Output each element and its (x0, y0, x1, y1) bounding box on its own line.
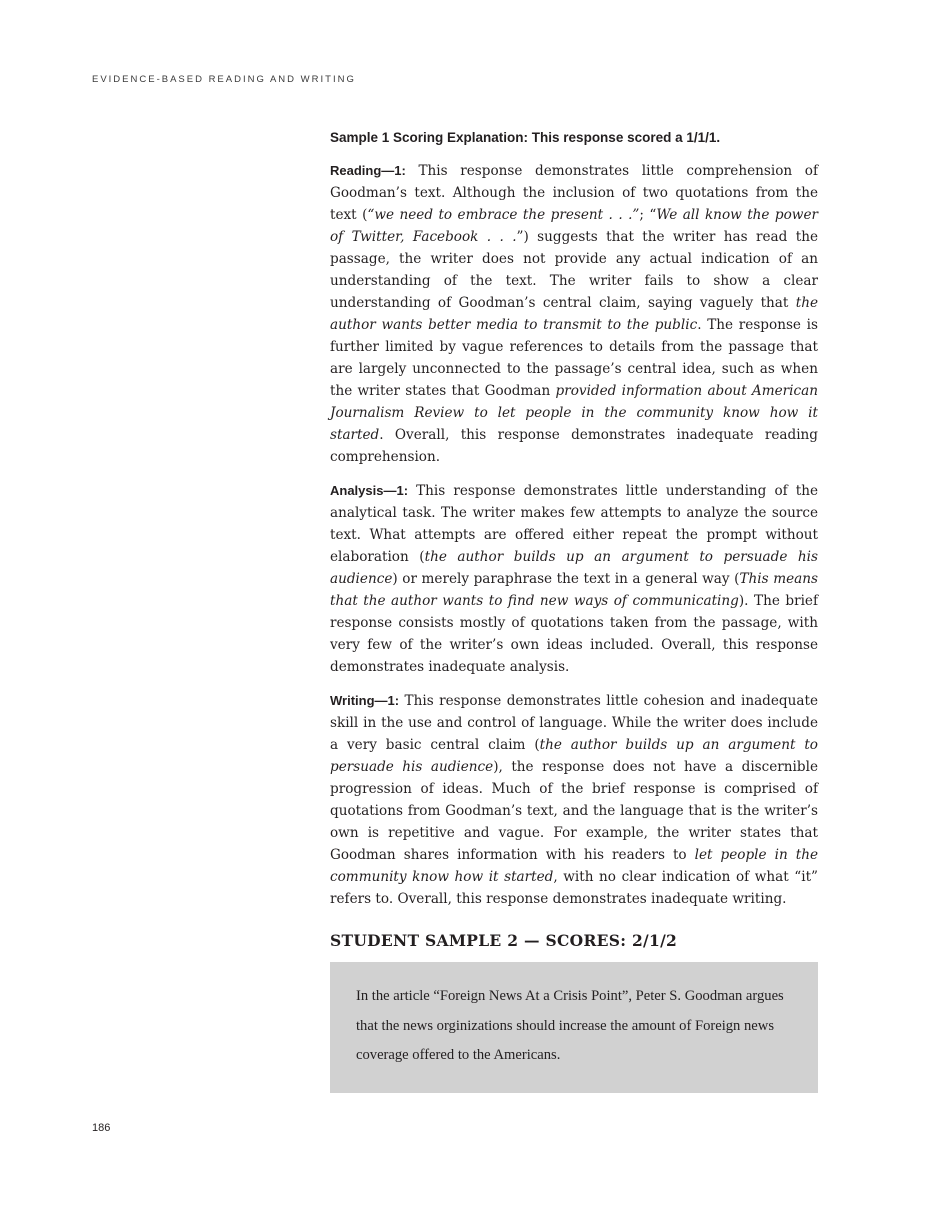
analysis-text: ) or merely paraphrase the text in a general way ( (392, 571, 740, 587)
page-number: 186 (92, 1122, 111, 1134)
analysis-score-label: Analysis—1: (330, 483, 409, 498)
reading-text: . Overall, this response demonstrates inadequate reading comprehension. (330, 427, 818, 465)
student-essay-box (330, 962, 818, 1093)
student-sample-heading: STUDENT SAMPLE 2 — SCORES: 2/1/2 (330, 931, 678, 950)
analysis-explanation (330, 480, 818, 678)
analysis-text: This response demonstrates little understanding of the analytical task. The writer makes few attempts to analyze the source text. What attempts are offered either repeat the prompt without elaboration ( (330, 483, 818, 565)
reading-text: This response demonstrates little comprehension of Goodman’s text. Although the inclusion of two quotations from the text ( (330, 163, 818, 223)
reading-text: ; “ (639, 207, 657, 223)
reading-score-label: Reading—1: (330, 163, 406, 178)
running-head: EVIDENCE-BASED READING AND WRITING (92, 74, 356, 85)
writing-text: This response demonstrates little cohesion and inadequate skill in the use and control of language. While the writer does include a very basic central claim ( (330, 693, 818, 753)
writing-explanation (330, 690, 818, 910)
student-essay-text: In the article “Foreign News At a Crisis Point”, Peter S. Goodman argues that the news orginizations should increase the amount of Foreign news coverage offered to the Americans. (356, 988, 784, 1063)
sample-scoring-heading: Sample 1 Scoring Explanation: This response scored a 1/1/1. (330, 130, 721, 145)
reading-quote: We all know the power of Twitter, Facebook . . . (330, 207, 818, 245)
analysis-text: ). The brief response consists mostly of quotations taken from the passage, with very few of the writer’s own ideas included. Overall, this response demonstrates inadequate analysis. (330, 593, 818, 675)
writing-quote: let people in the community know how it started (330, 847, 818, 885)
reading-quote: provided information about American Journalism Review to let people in the community know how it started (330, 383, 818, 443)
analysis-quote: This means that the author wants to find new ways of communicating (330, 571, 818, 609)
reading-quote: “we need to embrace the present . . .” (367, 207, 640, 223)
writing-quote: the author builds up an argument to persuade his audience (330, 737, 818, 775)
writing-text: , with no clear indication of what “it” refers to. Overall, this response demonstrates inadequate writing. (330, 869, 818, 907)
main-content (330, 128, 818, 1093)
reading-text: . The response is further limited by vague references to details from the passage that are largely unconnected to the passage’s central idea, such as when the writer states that Goodman (330, 317, 819, 399)
writing-score-label: Writing—1: (330, 693, 400, 708)
writing-text: ), the response does not have a discernible progression of ideas. Much of the brief response is comprised of quotations from Goodman’s text, and the language that is the writer’s own is repetitive and vague. For example, the writer states that Goodman shares information with his readers to (330, 759, 818, 863)
reading-quote: the author wants better media to transmit to the public (330, 295, 818, 333)
reading-explanation (330, 160, 818, 468)
reading-text: ”) suggests that the writer has read the passage, the writer does not provide any actual indication of an understanding of the text. The writer fails to show a clear understanding of Goodman’s central claim, saying vaguely that (330, 229, 818, 311)
analysis-quote: the author builds up an argument to persuade his audience (330, 549, 818, 587)
